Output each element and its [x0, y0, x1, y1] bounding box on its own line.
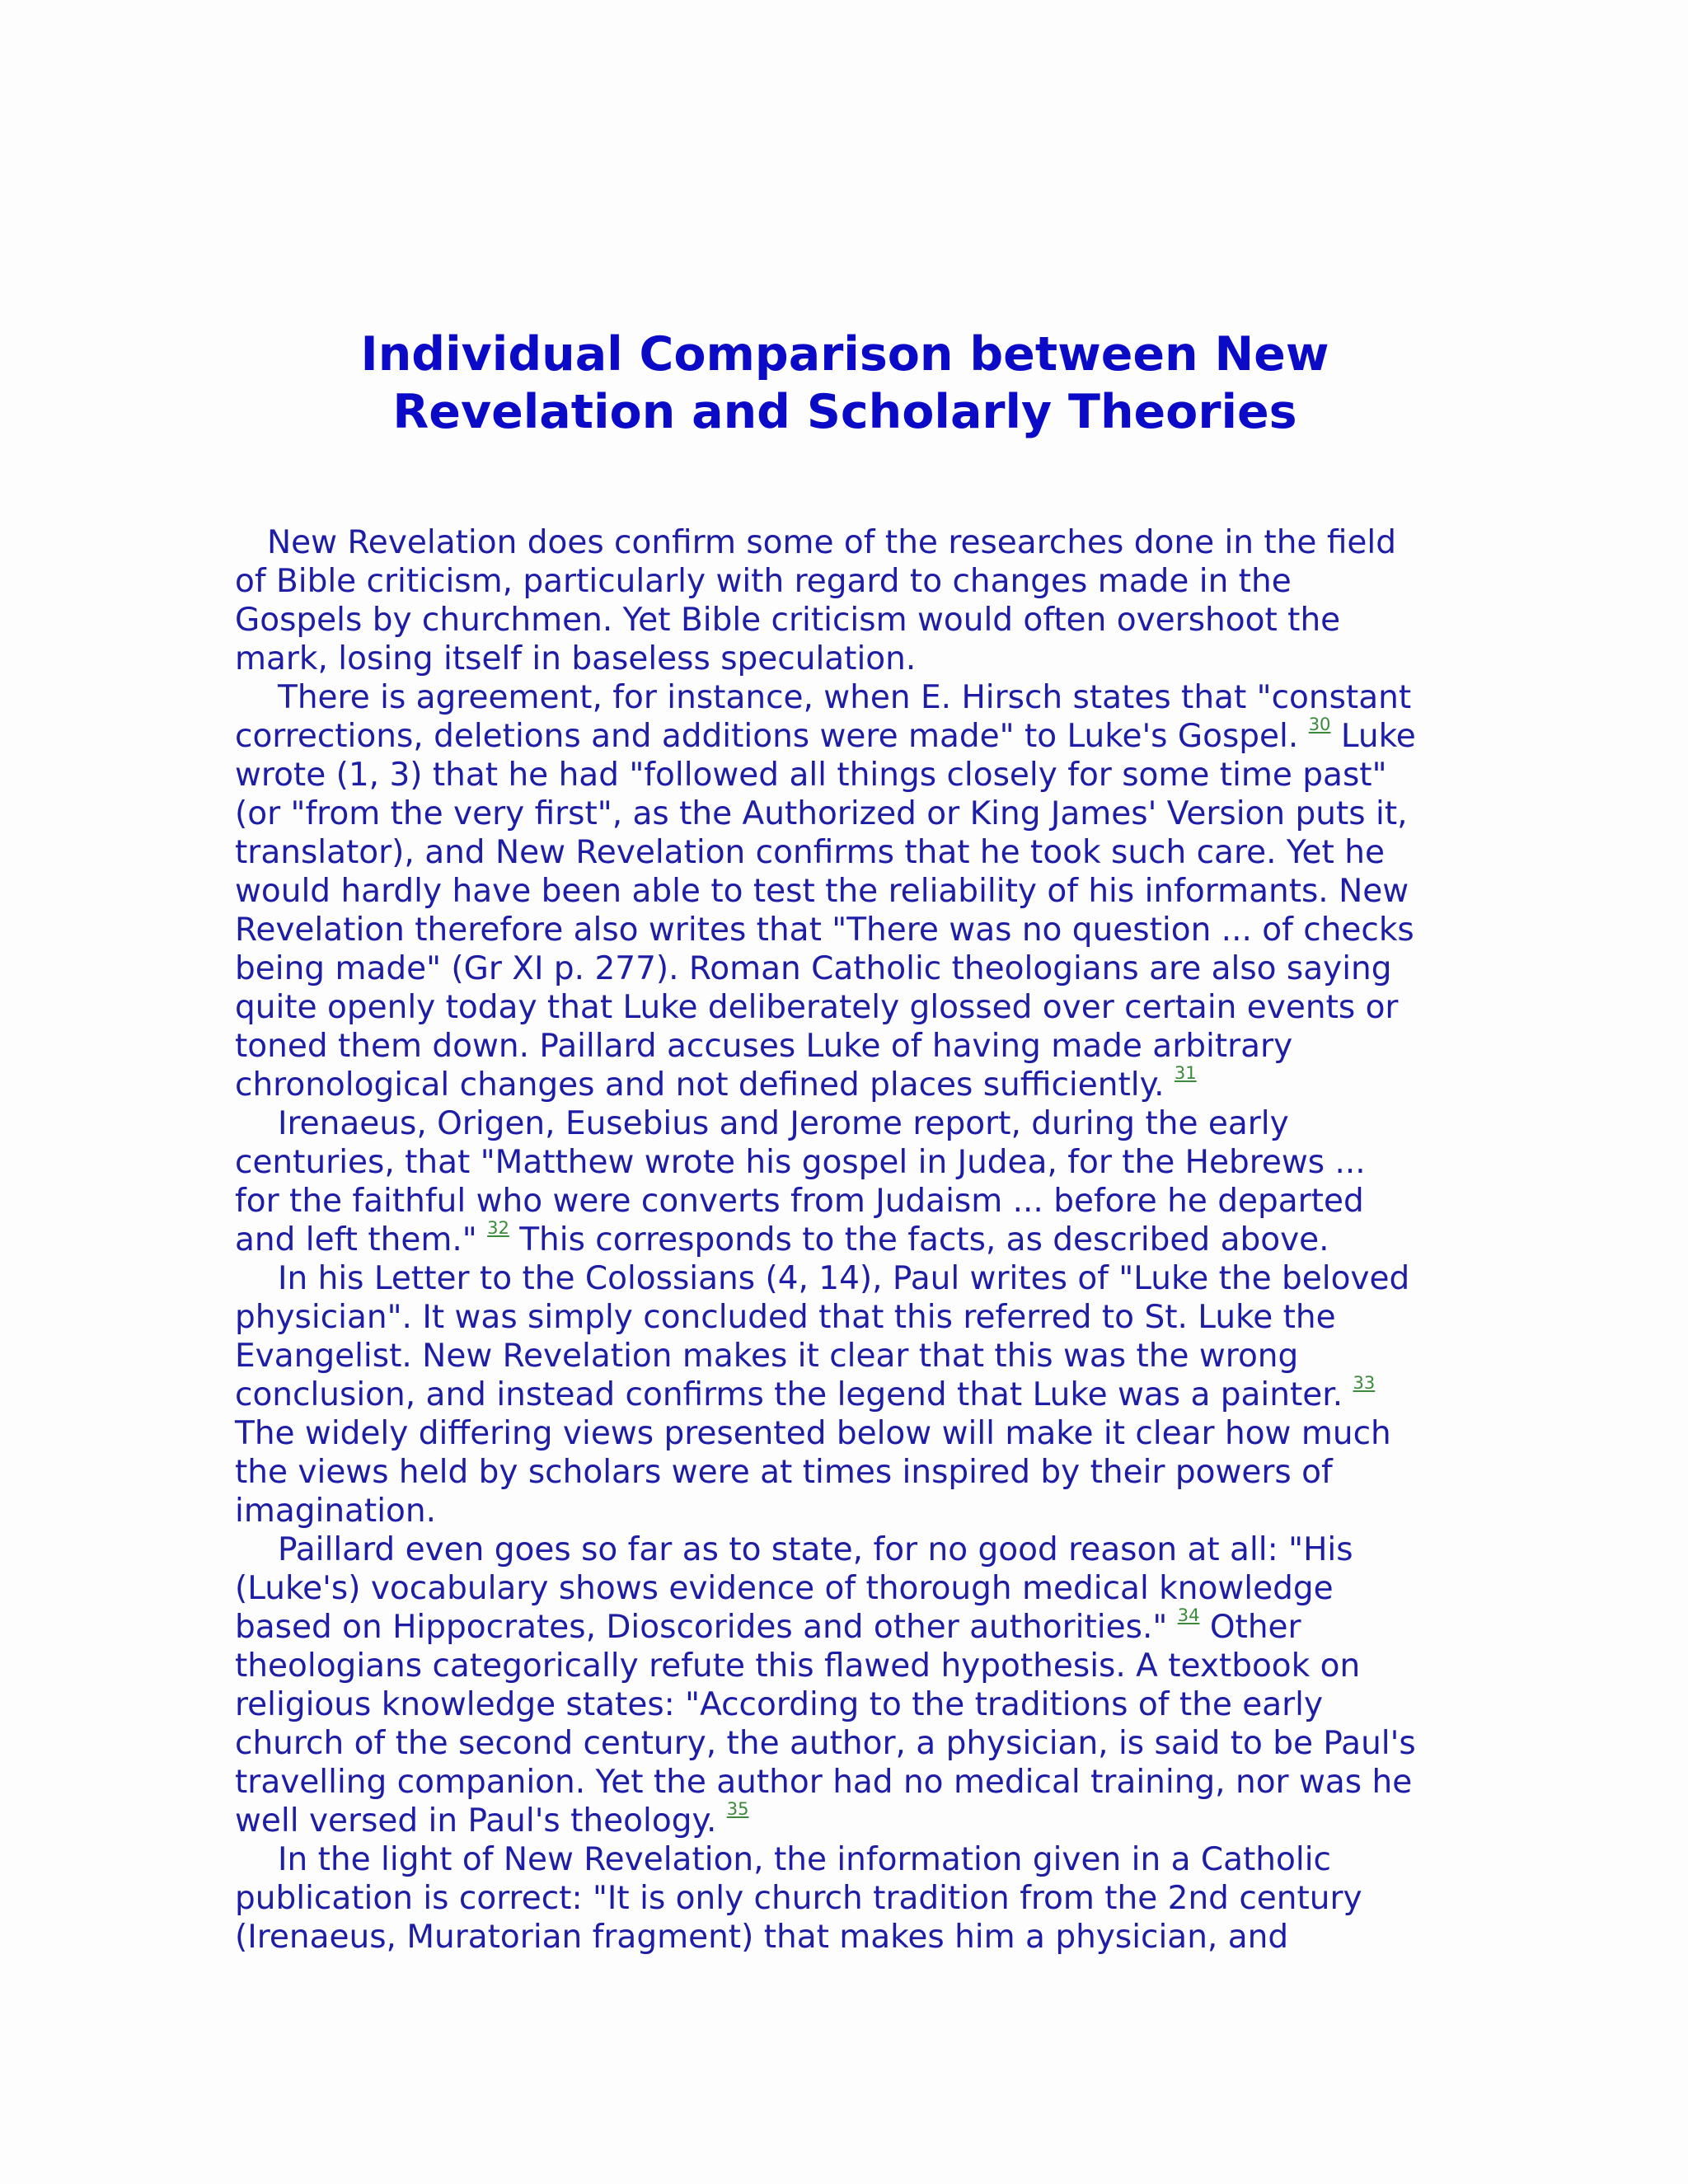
text-line: There is agreement, for instance, when E. Hirsch states that "constant	[278, 679, 1412, 716]
text-line: toned them down. Paillard accuses Luke of having made arbitrary	[235, 1028, 1293, 1065]
text-line: translator), and New Revelation confirms that he took such care. Yet he	[235, 834, 1385, 871]
text-line: wrote (1, 3) that he had "followed all things closely for some time past"	[235, 757, 1387, 794]
text-segment: chronological changes and not defined places sufficiently.	[235, 1066, 1165, 1104]
paragraph-4	[235, 1259, 1471, 1530]
text-line: church of the second century, the author, a physician, is said to be Paul's	[235, 1725, 1416, 1762]
paragraph-2	[235, 678, 1471, 1104]
text-line: Paillard even goes so far as to state, for no good reason at all: "His	[278, 1531, 1353, 1568]
text-line: (or "from the very first", as the Authorized or King James' Version puts it,	[235, 795, 1408, 832]
paragraph-5	[235, 1530, 1471, 1840]
title-line-1: Individual Comparison between New	[360, 327, 1329, 382]
text-segment: Luke	[1340, 718, 1416, 755]
paragraph-3	[235, 1104, 1471, 1259]
footnote-link-31[interactable]: 31	[1174, 1063, 1197, 1083]
text-line: Gospels by churchmen. Yet Bible criticism would often overshoot the	[235, 602, 1341, 639]
document-page	[235, 326, 1471, 1957]
text-line: centuries, that "Matthew wrote his gospel in Judea, for the Hebrews ...	[235, 1144, 1366, 1181]
text-line-with-footnote	[235, 1373, 1471, 1414]
text-line-with-footnote	[235, 1063, 1471, 1104]
text-line: (Luke's) vocabulary shows evidence of thorough medical knowledge	[235, 1570, 1334, 1607]
text-line: New Revelation does confirm some of the researches done in the field	[267, 524, 1396, 561]
text-line: theologians categorically refute this flawed hypothesis. A textbook on	[235, 1647, 1361, 1685]
text-segment: well versed in Paul's theology.	[235, 1802, 717, 1840]
text-line: being made" (Gr XI p. 277). Roman Catholic theologians are also saying	[235, 950, 1392, 987]
article-body	[235, 523, 1471, 1957]
footnote-link-30[interactable]: 30	[1308, 715, 1331, 734]
text-line: (Irenaeus, Muratorian fragment) that makes him a physician, and	[235, 1919, 1289, 1956]
text-segment: based on Hippocrates, Dioscorides and other authorities."	[235, 1609, 1168, 1646]
text-line-with-footnote	[235, 1218, 1471, 1259]
text-line: the views held by scholars were at times inspired by their powers of	[235, 1454, 1333, 1491]
text-line: Revelation therefore also writes that "There was no question ... of checks	[235, 912, 1414, 949]
text-line: In the light of New Revelation, the information given in a Catholic	[278, 1841, 1331, 1878]
page-title	[235, 326, 1455, 441]
text-line: quite openly today that Luke deliberately glossed over certain events or	[235, 989, 1399, 1026]
text-segment: and left them."	[235, 1221, 477, 1258]
text-line-with-footnote	[235, 1605, 1471, 1647]
footnote-link-35[interactable]: 35	[726, 1799, 749, 1819]
text-line: travelling companion. Yet the author had no medical training, nor was he	[235, 1764, 1413, 1801]
text-line: would hardly have been able to test the reliability of his informants. New	[235, 873, 1409, 910]
text-line: In his Letter to the Colossians (4, 14), Paul writes of "Luke the beloved	[278, 1260, 1410, 1297]
text-segment: This corresponds to the facts, as described above.	[519, 1221, 1329, 1258]
text-line: physician". It was simply concluded that this referred to St. Luke the	[235, 1299, 1336, 1336]
text-line: Irenaeus, Origen, Eusebius and Jerome report, during the early	[278, 1105, 1289, 1142]
text-line: The widely differing views presented below will make it clear how much	[235, 1415, 1391, 1452]
text-line: publication is correct: "It is only church tradition from the 2nd century	[235, 1880, 1362, 1917]
text-segment: corrections, deletions and additions were made" to Luke's Gospel.	[235, 718, 1299, 755]
title-line-2: Revelation and Scholarly Theories	[392, 385, 1297, 439]
text-line-with-footnote	[235, 717, 1471, 756]
text-line: of Bible criticism, particularly with regard to changes made in the	[235, 563, 1292, 600]
text-line: mark, losing itself in baseless speculation.	[235, 640, 917, 677]
text-line-with-footnote	[235, 1799, 1471, 1840]
text-line: Evangelist. New Revelation makes it clear that this was the wrong	[235, 1338, 1299, 1375]
paragraph-1	[235, 523, 1471, 678]
text-segment: Other	[1209, 1609, 1301, 1646]
footnote-link-32[interactable]: 32	[487, 1218, 509, 1238]
text-line: religious knowledge states: "According to the traditions of the early	[235, 1686, 1324, 1723]
text-line: imagination.	[235, 1493, 437, 1530]
footnote-link-34[interactable]: 34	[1177, 1605, 1200, 1625]
text-segment: conclusion, and instead confirms the legend that Luke was a painter.	[235, 1376, 1343, 1413]
text-line: for the faithful who were converts from Judaism ... before he departed	[235, 1183, 1364, 1220]
footnote-link-33[interactable]: 33	[1353, 1373, 1376, 1393]
paragraph-6	[235, 1840, 1471, 1957]
